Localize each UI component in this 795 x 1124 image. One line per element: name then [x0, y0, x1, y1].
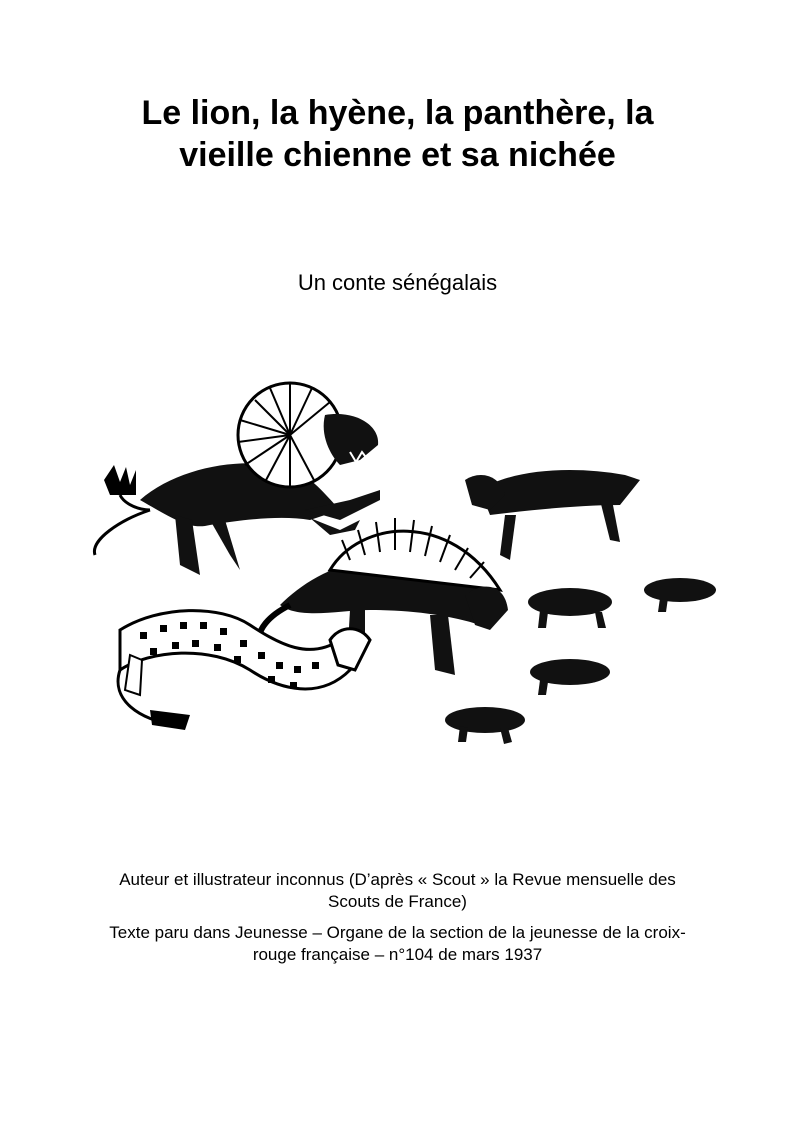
author-credit-line-1: Auteur et illustrateur inconnus (D’après « Scout » la Revue mensuelle des: [119, 870, 676, 889]
source-credit-line-2: rouge française – n°104 de mars 1937: [252, 945, 543, 964]
subtitle: Un conte sénégalais: [297, 270, 498, 295]
title-line-1: Le lion, la hyène, la panthère, la: [141, 94, 654, 132]
title-line-2: vieille chienne et sa nichée: [179, 136, 616, 174]
animals-illustration-icon: [80, 370, 720, 770]
credits: [70, 869, 725, 975]
old-dog-icon: [465, 470, 640, 560]
page-title: [60, 92, 735, 176]
panther-icon: [118, 611, 370, 730]
author-credit-line-2: Scouts de France): [328, 892, 467, 911]
source-credit: [70, 922, 725, 966]
lion-icon: [94, 383, 380, 575]
source-credit-line-1: Texte paru dans Jeunesse – Organe de la section de la jeunesse de la croix-: [109, 923, 686, 942]
author-credit: [70, 869, 725, 913]
